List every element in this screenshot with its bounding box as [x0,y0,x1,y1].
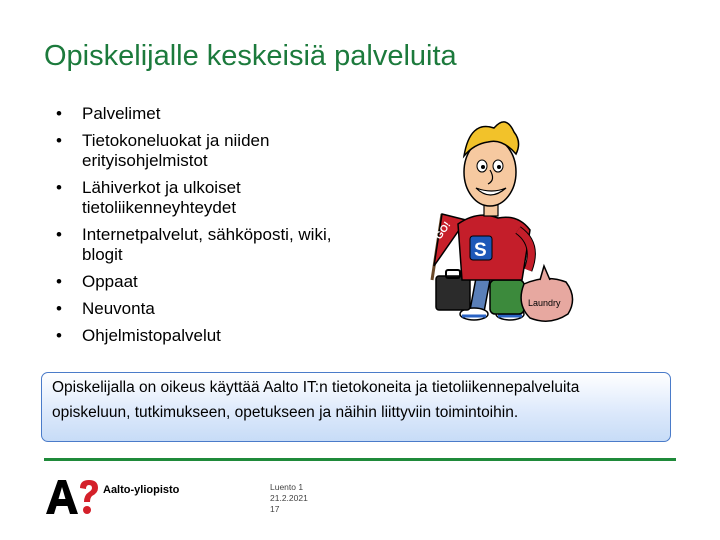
bag-label: Laundry [528,298,561,308]
bullet-item [56,178,356,218]
bullet-item [56,225,356,265]
bullet-item [56,272,356,292]
footer-divider [44,458,676,461]
footer-page-number: 17 [270,504,280,514]
bullet-list [56,104,356,353]
pennant-text: GO! [433,219,454,242]
bullet-marker: • [56,104,62,123]
aalto-logo [44,478,100,516]
bullet-text: Internetpalvelut, sähköposti, wiki, blogit [82,225,332,264]
footer-date: 21.2.2021 [270,493,308,503]
info-box: Opiskelijalla on oikeus käyttää Aalto IT:n tietokoneita ja tietoliikennepalveluita opiskeluun, tutkimukseen, opetukseen ja näihin liittyviin toimintoihin. [41,372,671,442]
bullet-marker: • [56,299,62,318]
bullet-marker: • [56,225,62,244]
bullet-item [56,104,356,124]
footer-author: Luento 1 [270,482,304,492]
bullet-text: Palvelimet [82,104,161,123]
bullet-item [56,299,356,319]
bullet-item [56,326,356,346]
bullet-text: Ohjelmistopalvelut [82,326,221,345]
bullet-item [56,131,356,171]
bullet-text: Tietokoneluokat ja niiden erityisohjelmistot [82,131,270,170]
footer-meta [270,482,308,515]
bullet-text: Oppaat [82,272,138,291]
bullet-marker: • [56,326,62,345]
student-illustration [418,98,578,330]
shirt-letter: S [474,240,487,261]
logo-text: Aalto-yliopisto [103,484,180,496]
bullet-marker: • [56,272,62,291]
bullet-marker: • [56,131,62,150]
slide-title: Opiskelijalle keskeisiä palveluita [44,40,457,72]
bullet-text: Lähiverkot ja ulkoiset tietoliikenneyhteydet [82,178,241,217]
bullet-text: Neuvonta [82,299,155,318]
bullet-marker: • [56,178,62,197]
